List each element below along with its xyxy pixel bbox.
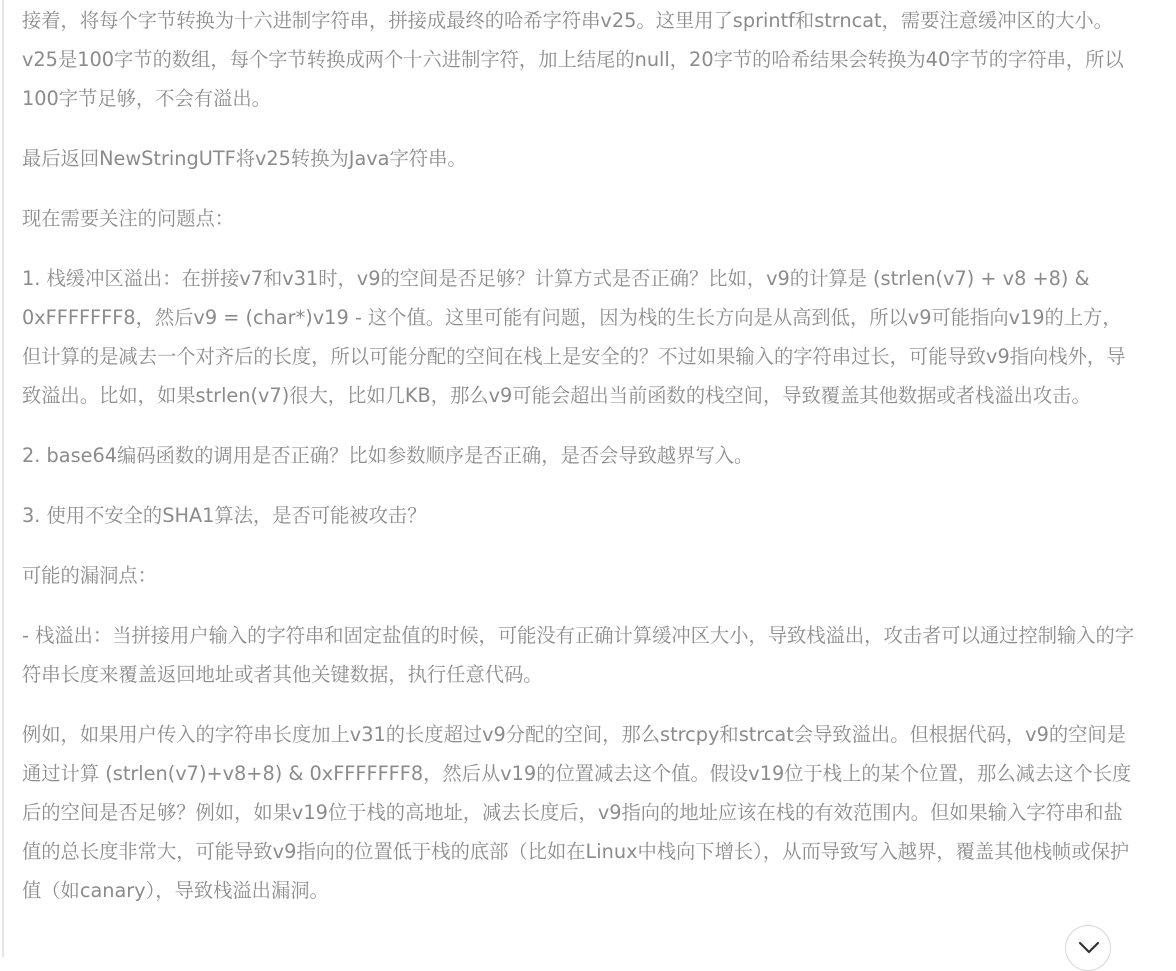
thinking-paragraph-issues-heading: 现在需要关注的问题点： — [22, 207, 235, 230]
thinking-paragraph-vuln-heading: 可能的漏洞点： — [22, 564, 157, 587]
thinking-paragraph-stack-buffer-overflow: 1. 栈缓冲区溢出：在拼接v7和v31时，v9的空间是否足够？计算方式是否正确？比如，v9的计算是 (strlen(v7) + v8 +8) & 0xFFFFFFF8，然后v9 = (char*)v19 - 这个值。这里可能有问题，因为栈的生长方向是从高到低，所以v9可能指向v19的上方，但计算的是减去一个对齐后的长度，所以可能分配的空间在栈上是安全的？不过如果输入的字符串过长，可能导致v9指向栈外，导致溢出。比如，如果strlen(v7)很大，比如几KB，那么v9可能会超出当前函数的栈空间，导致覆盖其他数据或者栈溢出攻击。 — [22, 267, 1126, 407]
thinking-content — [22, 1, 1136, 931]
scroll-to-bottom-button[interactable] — [1065, 925, 1111, 971]
thinking-paragraph-return-value: 最后返回NewStringUTF将v25转换为Java字符串。 — [22, 147, 467, 170]
chevron-down-icon — [1078, 940, 1100, 956]
thinking-paragraph-stack-overflow-detail: - 栈溢出：当拼接用户输入的字符串和固定盐值的时候，可能没有正确计算缓冲区大小，导致栈溢出，攻击者可以通过控制输入的字符串长度来覆盖返回地址或者其他关键数据，执行任意代码。 — [22, 624, 1135, 686]
thinking-paragraph-base64-call: 2. base64编码函数的调用是否正确？比如参数顺序是否正确，是否会导致越界写入。 — [22, 444, 754, 467]
thinking-paragraph-hash-string: 接着，将每个字节转换为十六进制字符串，拼接成最终的哈希字符串v25。这里用了sprintf和strncat，需要注意缓冲区的大小。v25是100字节的数组，每个字节转换成两个十六进制字符，加上结尾的null，20字节的哈希结果会转换为40字节的字符串，所以100字节足够，不会有溢出。 — [22, 9, 1124, 110]
thinking-paragraph-sha1: 3. 使用不安全的SHA1算法，是否可能被攻击？ — [22, 504, 427, 527]
thinking-left-rule — [2, 0, 4, 957]
thinking-paragraph-example: 例如，如果用户传入的字符串长度加上v31的长度超过v9分配的空间，那么strcpy和strcat会导致溢出。但根据代码，v9的空间是通过计算 (strlen(v7)+v8+8) & 0xFFFFFFF8，然后从v19的位置减去这个值。假设v19位于栈上的某个位置，那么减去这个长度后的空间是否足够？例如，如果v19位于栈的高地址，减去长度后，v9指向的地址应该在栈的有效范围内。但如果输入字符串和盐值的总长度非常大，可能导致v9指向的位置低于栈的底部（比如在Linux中栈向下增长），从而导致写入越界，覆盖其他栈帧或保护值（如canary），导致栈溢出漏洞。 — [22, 723, 1132, 902]
